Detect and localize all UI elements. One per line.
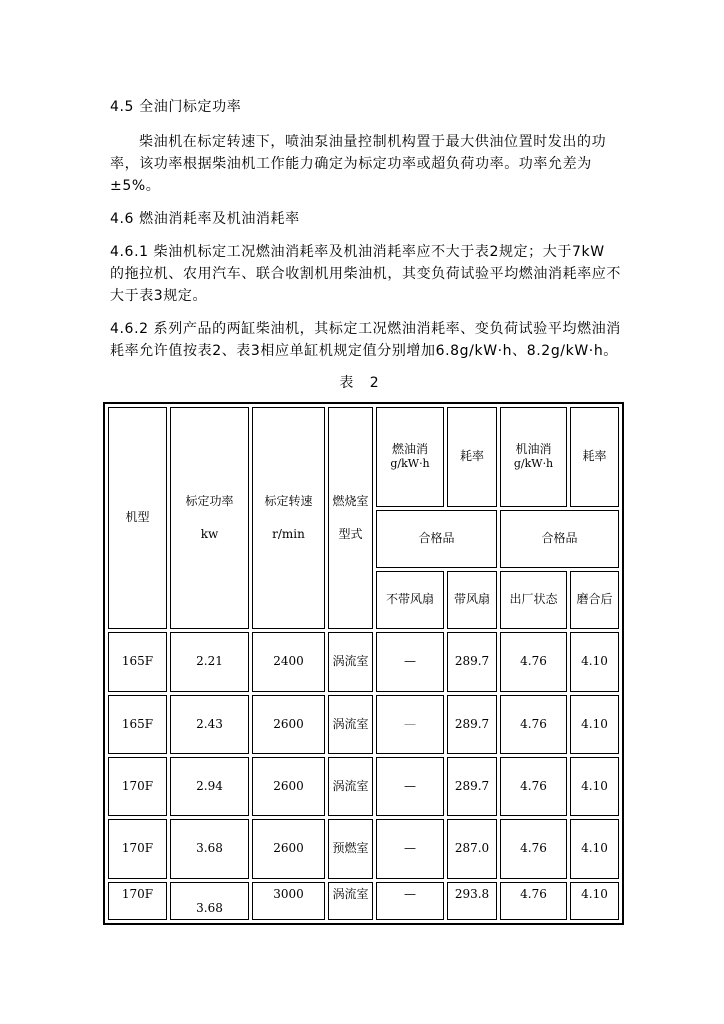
- cell-runin: 4.10: [570, 882, 619, 920]
- cell-model: 170F: [108, 819, 167, 878]
- section-4-5-heading: 4.5 全油门标定功率: [110, 99, 242, 115]
- cell-speed: 2600: [252, 819, 325, 878]
- cell-chamber: 涡流室: [328, 695, 373, 754]
- spec-table: [103, 402, 624, 925]
- cell-power: 2.21: [170, 632, 249, 691]
- header-oil-consumption: 机油消 g/kW·h: [500, 407, 567, 507]
- table-caption: 表 2: [339, 375, 385, 391]
- cell-chamber: 预燃室: [328, 819, 373, 878]
- cell-factory: 4.76: [500, 882, 567, 920]
- cell-with-fan: 289.7: [447, 632, 497, 691]
- section-4-6-2-line-2: 耗率允许值按表2、表3相应单缸机规定值分别增加6.8g/kW·h、8.2g/kW·h。: [110, 343, 618, 359]
- section-4-5-para-line-1: 柴油机在标定转速下，喷油泵油量控制机构置于最大供油位置时发出的功: [139, 134, 607, 150]
- cell-model: 165F: [108, 695, 167, 754]
- cell-speed: 2600: [252, 695, 325, 754]
- table-row: [108, 882, 619, 920]
- header-after-runin: 磨合后: [570, 571, 619, 629]
- cell-with-fan: 289.7: [447, 757, 497, 816]
- header-chamber: 燃烧室 型式: [328, 407, 373, 629]
- cell-power: 3.68: [170, 819, 249, 878]
- cell-chamber: 涡流室: [328, 882, 373, 920]
- table-row: [108, 632, 619, 691]
- header-oil-rate: 耗率: [570, 407, 619, 507]
- section-4-5-para-line-3: ±5%。: [110, 178, 161, 194]
- header-model: 机型: [108, 407, 167, 629]
- cell-runin: 4.10: [570, 695, 619, 754]
- header-speed: 标定转速 r/min: [252, 407, 325, 629]
- cell-power: 2.94: [170, 757, 249, 816]
- cell-chamber: 涡流室: [328, 757, 373, 816]
- cell-runin: 4.10: [570, 757, 619, 816]
- cell-runin: 4.10: [570, 819, 619, 878]
- cell-factory: 4.76: [500, 819, 567, 878]
- table-row: [108, 695, 619, 754]
- cell-factory: 4.76: [500, 695, 567, 754]
- cell-with-fan: 287.0: [447, 819, 497, 878]
- cell-no-fan: —: [376, 882, 444, 920]
- table-row: [108, 819, 619, 878]
- cell-power: 3.68: [170, 882, 249, 920]
- cell-speed: 2600: [252, 757, 325, 816]
- header-fuel-qualified: 合格品: [376, 510, 497, 568]
- section-4-6-1-line-2: 的拖拉机、农用汽车、联合收割机用柴油机，其变负荷试验平均燃油消耗率应不: [110, 266, 621, 282]
- header-fuel-rate: 耗率: [447, 407, 497, 507]
- cell-factory: 4.76: [500, 632, 567, 691]
- section-4-6-1-line-3: 大于表3规定。: [110, 288, 208, 304]
- header-with-fan: 带风扇: [447, 571, 497, 629]
- header-no-fan: 不带风扇: [376, 571, 444, 629]
- cell-model: 170F: [108, 757, 167, 816]
- cell-speed: 2400: [252, 632, 325, 691]
- section-4-6-heading: 4.6 燃油消耗率及机油消耗率: [110, 211, 300, 227]
- header-power: 标定功率 kw: [170, 407, 249, 629]
- cell-model: 170F: [108, 882, 167, 920]
- cell-with-fan: 289.7: [447, 695, 497, 754]
- section-4-6-1-line-1: 4.6.1 柴油机标定工况燃油消耗率及机油消耗率应不大于表2规定；大于7kW: [110, 244, 605, 260]
- cell-speed: 3000: [252, 882, 325, 920]
- header-factory-state: 出厂状态: [500, 571, 567, 629]
- cell-power: 2.43: [170, 695, 249, 754]
- header-oil-qualified: 合格品: [500, 510, 619, 568]
- cell-no-fan: —: [376, 695, 444, 754]
- cell-no-fan: —: [376, 819, 444, 878]
- section-4-5-para-line-2: 率，该功率根据柴油机工作能力确定为标定功率或超负荷功率。功率允差为: [110, 156, 592, 172]
- cell-with-fan: 293.8: [447, 882, 497, 920]
- cell-runin: 4.10: [570, 632, 619, 691]
- table-row: [108, 757, 619, 816]
- cell-model: 165F: [108, 632, 167, 691]
- cell-no-fan: —: [376, 632, 444, 691]
- cell-chamber: 涡流室: [328, 632, 373, 691]
- header-fuel-consumption: 燃油消 g/kW·h: [376, 407, 444, 507]
- section-4-6-2-line-1: 4.6.2 系列产品的两缸柴油机，其标定工况燃油消耗率、变负荷试验平均燃油消: [110, 321, 621, 337]
- cell-no-fan: —: [376, 757, 444, 816]
- cell-factory: 4.76: [500, 757, 567, 816]
